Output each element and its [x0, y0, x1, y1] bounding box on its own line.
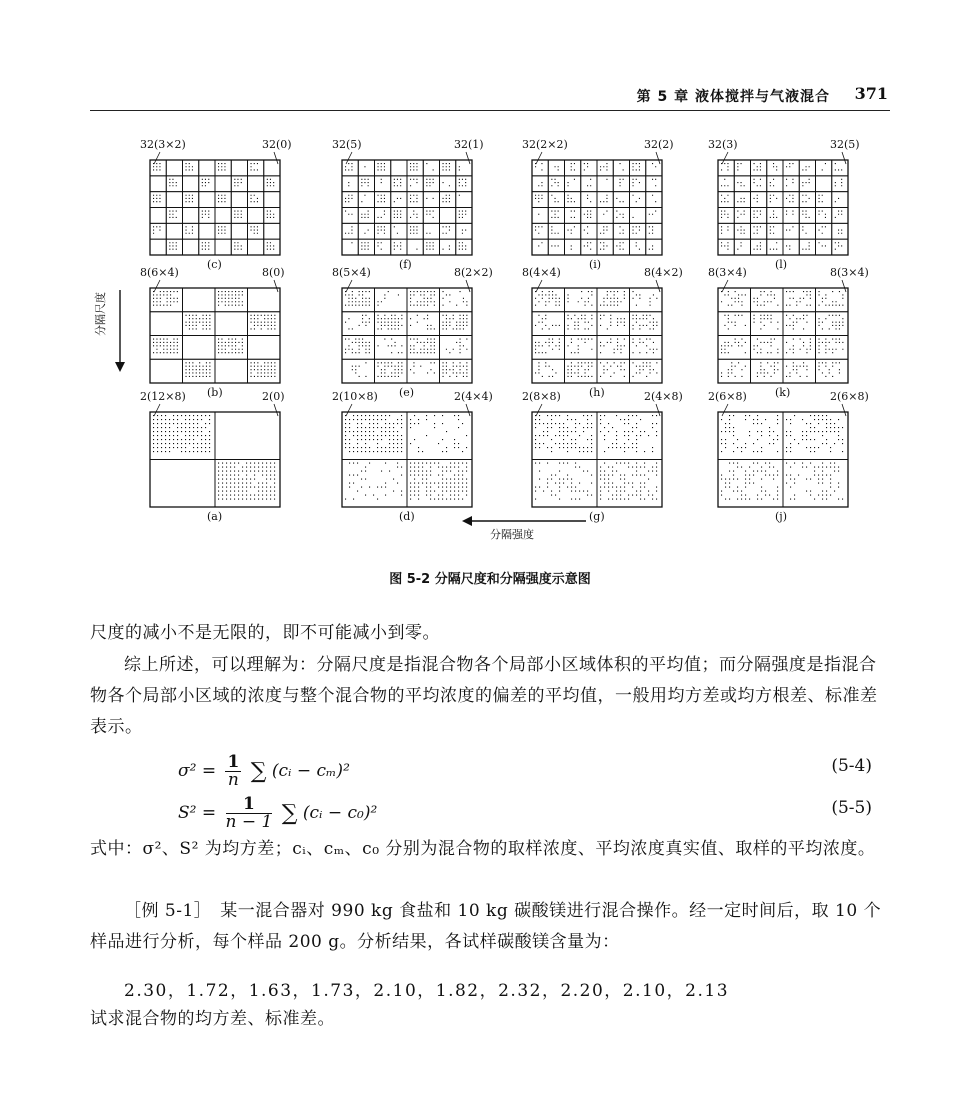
paragraph-4: ［例 5-1］ 某一混合器对 990 kg 食盐和 10 kg 碳酸镁进行混合操作。经一定时间后，取 10 个样品进行分析，每个样品 200 g。分析结果，各试样碳酸镁含量为：	[90, 901, 882, 952]
sample-values: 2.30，1.72，1.63，1.73，2.10，1.82，2.32，2.20，2.10，2.13	[124, 981, 730, 1001]
panel-tag-right: 2(0)	[262, 390, 285, 403]
eq1-denominator: n	[227, 770, 239, 790]
panel-tag-left: 2(6×8)	[708, 390, 747, 403]
panel-tag-right: 32(5)	[830, 138, 860, 151]
panel-tag-left: 8(3×4)	[708, 266, 747, 279]
eq1-number: (5-4)	[831, 756, 872, 776]
page-number: 371	[854, 84, 888, 103]
horizontal-axis-label: 分隔强度	[490, 528, 534, 541]
dot-pattern	[606, 179, 607, 180]
panel-label: (l)	[775, 258, 788, 271]
running-title: 第 5 章 液体搅拌与气液混合	[636, 89, 830, 105]
panel-label: (f)	[399, 258, 412, 271]
arrow-left-icon	[462, 516, 472, 526]
arrow-down-icon	[115, 362, 125, 372]
panel-tag-left: 32(2×2)	[522, 138, 568, 151]
panel-tag-left: 8(4×4)	[522, 266, 561, 279]
panel-label: (j)	[775, 510, 787, 523]
dot-pattern	[416, 249, 417, 250]
panel-tag-left: 2(10×8)	[332, 390, 378, 403]
dot-pattern	[351, 242, 352, 243]
panel-tag-right: 32(0)	[262, 138, 292, 151]
panel-tag-right: 8(0)	[262, 266, 285, 279]
panel-tag-right: 8(3×4)	[830, 266, 869, 279]
dot-pattern	[633, 217, 634, 218]
sum-sign-icon: ∑	[250, 759, 267, 784]
eq2-numerator: 1	[226, 796, 273, 814]
eq2-fraction	[226, 796, 273, 831]
eq2-denominator: n − 1	[225, 812, 273, 832]
figure-caption: 图 5-2 分隔尺度和分隔强度示意图	[389, 572, 591, 587]
paragraph-3: 式中：σ²、S² 为均方差；cᵢ、cₘ、c₀ 分别为混合物的取样浓度、平均浓度真实值、取样的平均浓度。	[90, 839, 876, 859]
eq2-lhs: S² =	[178, 803, 217, 823]
equation-5-4	[0, 748, 980, 788]
panel-tag-left: 2(12×8)	[140, 390, 186, 403]
panel-tag-right: 8(4×2)	[644, 266, 683, 279]
dot-pattern	[364, 166, 365, 167]
panel-label: (a)	[207, 510, 223, 523]
panel-label: (h)	[589, 386, 605, 399]
panel-tag-right: 32(2)	[644, 138, 674, 151]
panel-label: (g)	[589, 510, 605, 523]
vertical-axis-label: 分隔尺度	[94, 292, 107, 336]
panel-tag-left: 32(3)	[708, 138, 738, 151]
eq1-numerator: 1	[227, 752, 240, 772]
sum-sign-icon: ∑	[281, 801, 298, 826]
eq1-body: (cᵢ − cₘ)²	[271, 761, 350, 781]
panel-label: (d)	[399, 510, 415, 523]
dot-pattern	[538, 214, 539, 215]
panel-label: (e)	[399, 386, 415, 399]
paragraph-1: 尺度的减小不是无限的，即不可能减小到零。	[90, 623, 440, 643]
eq2-number: (5-5)	[831, 798, 872, 818]
panel-tag-left: 8(5×4)	[332, 266, 371, 279]
panel-tag-left: 32(5)	[332, 138, 362, 151]
panel-tag-right: 8(2×2)	[454, 266, 493, 279]
panel-label: (b)	[207, 386, 223, 399]
panel-tag-left: 2(8×8)	[522, 390, 561, 403]
panel-tag-right: 2(4×4)	[454, 390, 493, 403]
eq1-fraction	[225, 754, 241, 789]
panel-tag-left: 32(3×2)	[140, 138, 186, 151]
panel-label: (k)	[775, 386, 791, 399]
paragraph-5: 试求混合物的均方差、标准差。	[90, 1009, 335, 1029]
equation-5-5	[0, 790, 980, 830]
paragraph-2: 综上所述，可以理解为：分隔尺度是指混合物各个局部小区域体积的平均值；而分隔强度是指混合物各个局部小区域的浓度与整个混合物的平均浓度的偏差的平均值，一般用均方差或均方根差、标准差表示。	[90, 655, 878, 737]
panel-tag-right: 2(4×8)	[644, 390, 683, 403]
panel-tag-right: 2(6×8)	[830, 390, 869, 403]
panel-tag-right: 32(1)	[454, 138, 484, 151]
eq1-lhs: σ² =	[178, 761, 217, 781]
panel-label: (i)	[589, 258, 602, 271]
panel-label: (c)	[207, 258, 222, 271]
dot-pattern	[459, 195, 460, 196]
eq2-body: (cᵢ − c₀)²	[302, 803, 378, 823]
panel-tag-left: 8(6×4)	[140, 266, 179, 279]
